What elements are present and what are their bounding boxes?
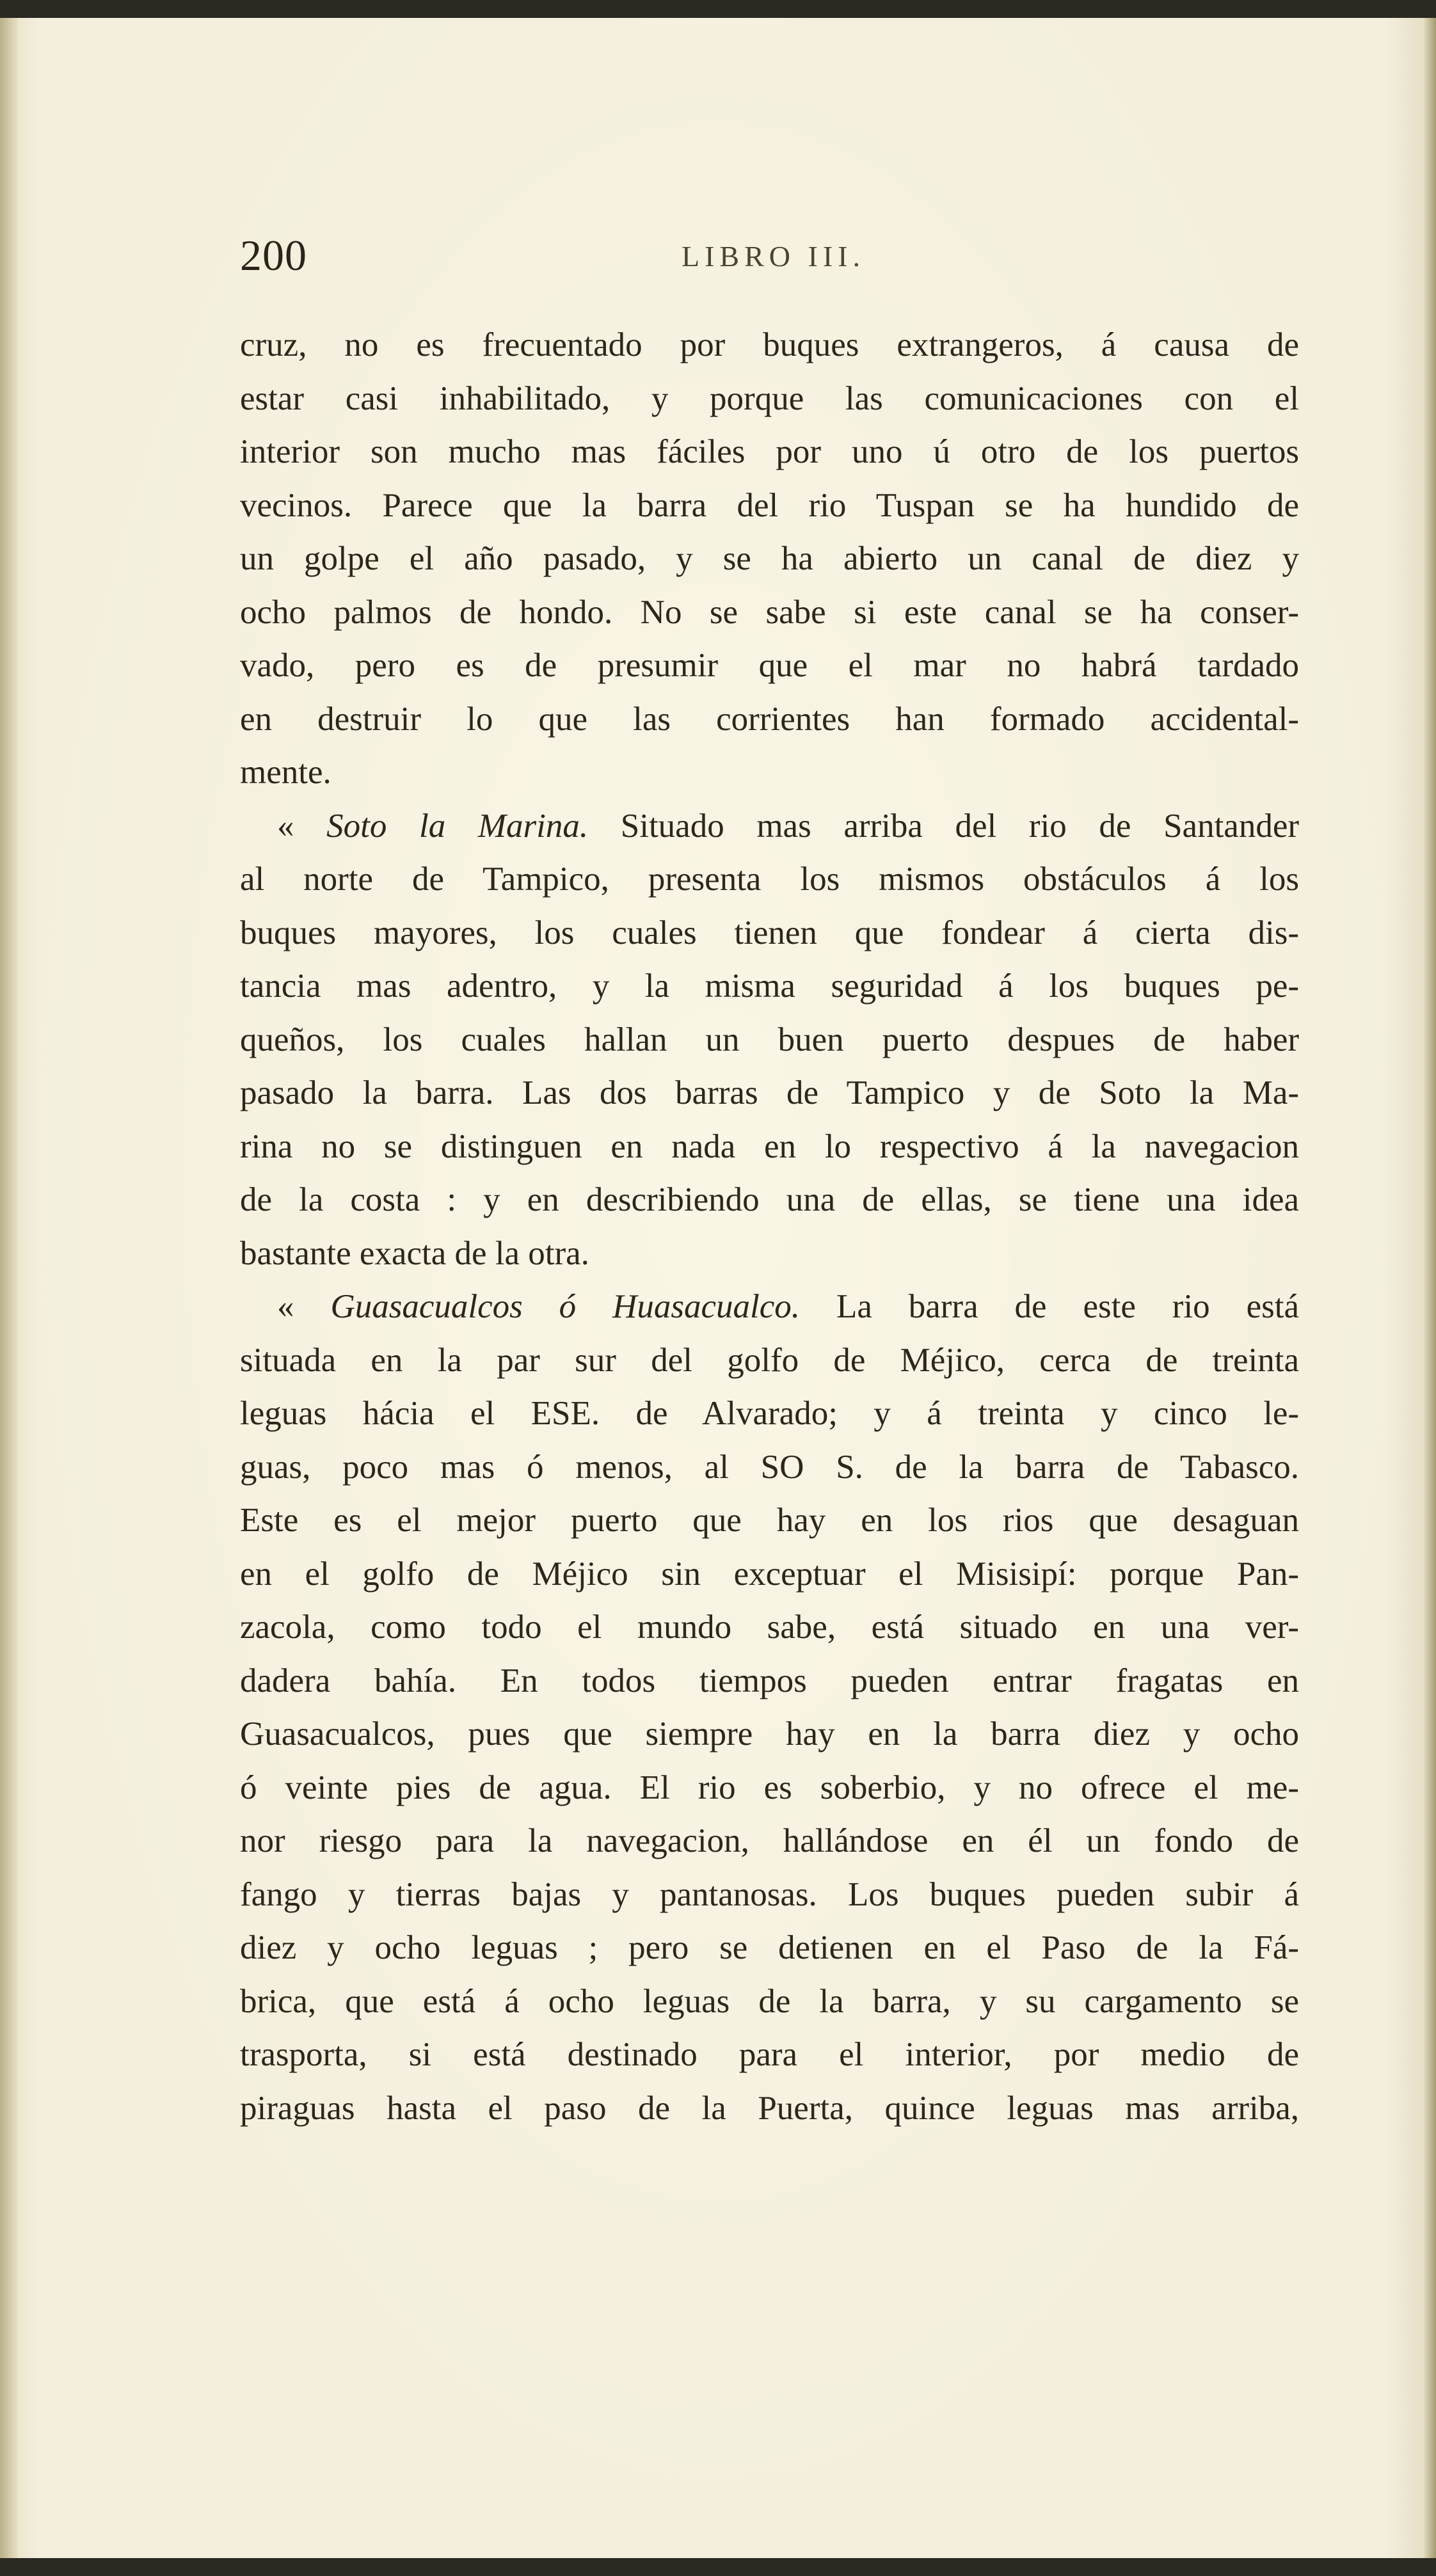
text-line: bastante exacta de la otra. xyxy=(240,1234,589,1272)
page-number: 200 xyxy=(240,231,307,280)
text-line: guas, poco mas ó menos, al SO S. de la barra de Tabasco. xyxy=(240,1448,1299,1486)
open-quote: « xyxy=(277,807,327,845)
text-line: ocho palmos de hondo. No se sabe si este canal se ha conser- xyxy=(240,593,1299,631)
open-quote: « xyxy=(277,1288,331,1325)
text-line: en el golfo de Méjico sin exceptuar el Misisipí: porque Pan- xyxy=(240,1555,1299,1593)
text-line: trasporta, si está destinado para el interior, por medio de xyxy=(240,2036,1299,2073)
text-line: nor riesgo para la navegacion, hallándose en él un fondo de xyxy=(240,1822,1299,1859)
text-line: cruz, no es frecuentado por buques extrangeros, á causa de xyxy=(240,326,1299,363)
text-line: Este es el mejor puerto que hay en los rios que desaguan xyxy=(240,1502,1299,1539)
text-line: estar casi inhabilitado, y porque las comunicaciones con el xyxy=(240,379,1299,417)
text-line: fango y tierras bajas y pantanosas. Los buques pueden subir á xyxy=(240,1875,1299,1913)
text-line: dadera bahía. En todos tiempos pueden entrar fragatas en xyxy=(240,1662,1299,1699)
page-header xyxy=(240,230,1299,301)
text-line: al norte de Tampico, presenta los mismos obstáculos á los xyxy=(240,861,1299,898)
text-line: Guasacualcos, pues que siempre hay en la barra diez y ocho xyxy=(240,1715,1299,1753)
text-line: rina no se distinguen en nada en lo respectivo á la navegacion xyxy=(240,1127,1299,1165)
text-line: mente. xyxy=(240,754,331,791)
text-line: buques mayores, los cuales tienen que fondear á cierta dis- xyxy=(240,914,1299,951)
paragraph-heading-line xyxy=(240,1280,1299,1334)
text-line: diez y ocho leguas ; pero se detienen en el Paso de la Fá- xyxy=(240,1929,1299,1966)
text-line: pasado la barra. Las dos barras de Tampico y de Soto la Ma- xyxy=(240,1074,1299,1111)
section-title: Guasacualcos ó Huasacualco. xyxy=(330,1288,801,1325)
text-line: zacola, como todo el mundo sabe, está situado en una ver- xyxy=(240,1609,1299,1646)
running-head: LIBRO III. xyxy=(682,240,865,273)
text-line: un golpe el año pasado, y se ha abierto un canal de diez y xyxy=(240,540,1299,577)
text-line: en destruir lo que las corrientes han formado accidental- xyxy=(240,700,1299,738)
text-line: situada en la par sur del golfo de Méjico, cerca de treinta xyxy=(240,1341,1299,1379)
page-right-edge xyxy=(1422,18,1436,2558)
text-line: vado, pero es de presumir que el mar no habrá tardado xyxy=(240,647,1299,684)
text-fragment: La barra de este rio está xyxy=(800,1288,1299,1325)
text-line: brica, que está á ocho leguas de la barra, y su cargamento se xyxy=(240,1982,1299,2020)
text-line: leguas hácia el ESE. de Alvarado; y á treinta y cinco le- xyxy=(240,1395,1299,1432)
section-title: Soto la Marina. xyxy=(326,807,589,845)
paragraph-heading-line xyxy=(240,800,1299,854)
text-line: piraguas hasta el paso de la Puerta, quince leguas mas arriba, xyxy=(240,2089,1299,2127)
text-line: de la costa : y en describiendo una de ellas, se tiene una idea xyxy=(240,1181,1299,1218)
text-line: tancia mas adentro, y la misma seguridad á los buques pe- xyxy=(240,967,1299,1005)
body-text xyxy=(240,319,1299,2135)
text-line: interior son mucho mas fáciles por uno ú otro de los puertos xyxy=(240,433,1299,470)
text-line: queños, los cuales hallan un buen puerto despues de haber xyxy=(240,1021,1299,1058)
text-fragment: Situado mas arriba del rio de Santander xyxy=(588,807,1300,845)
page-left-edge xyxy=(0,18,18,2558)
text-line: ó veinte pies de agua. El rio es soberbio, y no ofrece el me- xyxy=(240,1769,1299,1806)
book-page xyxy=(0,18,1436,2558)
text-line: vecinos. Parece que la barra del rio Tuspan se ha hundido de xyxy=(240,486,1299,524)
